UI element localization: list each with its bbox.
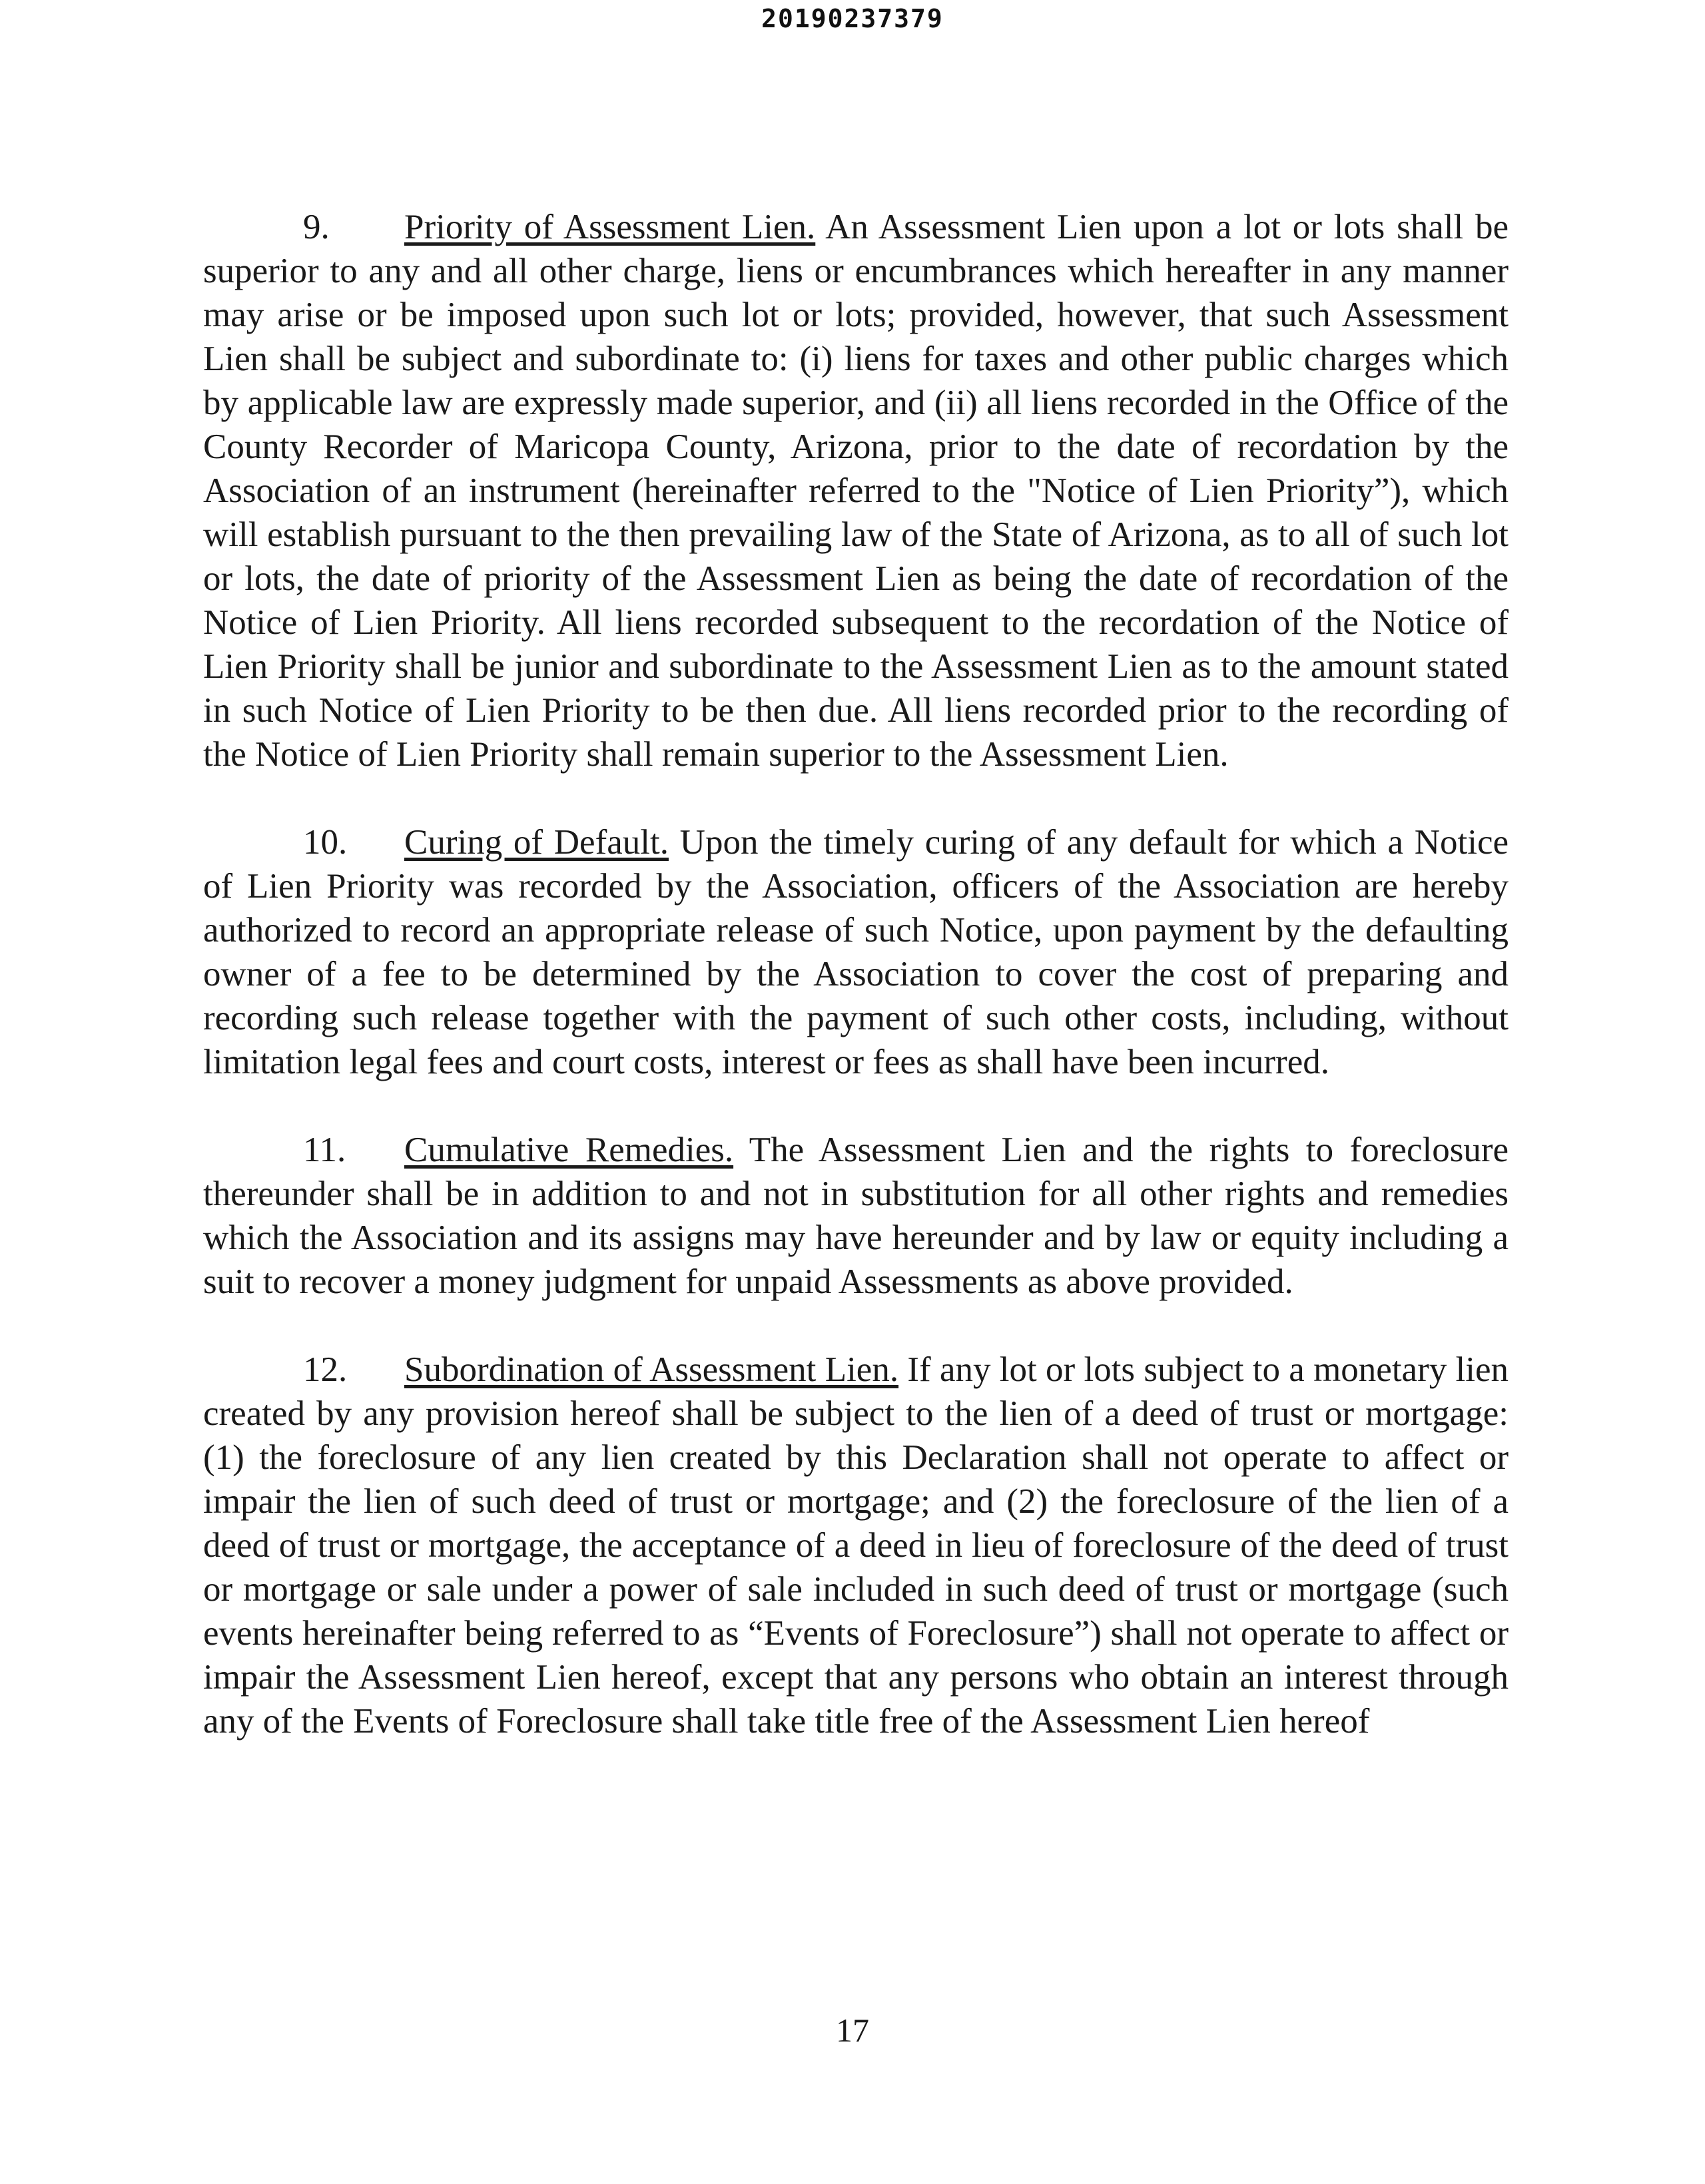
- section-text: If any lot or lots subject to a monetary lien created by any provision hereof shall be subject to the lien of a deed of trust or mortgage: (1) the foreclosure of any lien created by this Declaration shall not operate to affect or impair the lien of such deed of trust or mortgage; and (2) the foreclosure of the lien of a deed of trust or mortgage, the acceptance of a deed in lieu of foreclosure of the deed of trust or mortgage or sale under a power of sale included in such deed of trust or mortgage (such events hereinafter being referred to as “Events of Foreclosure”) shall not operate to affect or impair the Assessment Lien hereof, except that any persons who obtain an interest through any of the Events of Foreclosure shall take title free of the Assessment Lien hereof: [203, 1350, 1509, 1741]
- section-heading: Subordination of Assessment Lien.: [404, 1350, 899, 1389]
- section-heading: Priority of Assessment Lien.: [404, 208, 816, 246]
- page-number: 17: [836, 2012, 869, 2049]
- section-text: An Assessment Lien upon a lot or lots shall be superior to any and all other charge, liens or encumbrances which hereafter in any manner may arise or be imposed upon such lot or lots; provided, however, that such Assessment Lien shall be subject and subordinate to: (i) liens for taxes and other public charges which by applicable law are expressly made superior, and (ii) all liens recorded in the Office of the County Recorder of Maricopa County, Arizona, prior to the date of recordation by the Association of an instrument (hereinafter referred to the "Notice of Lien Priority”), which will establish pursuant to the then prevailing law of the State of Arizona, as to all of such lot or lots, the date of priority of the Assessment Lien as being the date of recordation of the Notice of Lien Priority. All liens recorded subsequent to the recordation of the Notice of Lien Priority shall be junior and subordinate to the Assessment Lien as to the amount stated in such Notice of Lien Priority to be then due. All liens recorded prior to the recording of the Notice of Lien Priority shall remain superior to the Assessment Lien.: [203, 208, 1509, 774]
- section-number: 9.: [303, 208, 330, 246]
- section-heading: Curing of Default.: [404, 823, 669, 862]
- section-number: 12.: [303, 1350, 348, 1389]
- document-number: 20190237379: [761, 4, 944, 33]
- section-9: [203, 205, 1509, 776]
- section-number: 11.: [303, 1131, 346, 1169]
- section-text: The Assessment Lien and the rights to foreclosure thereunder shall be in addition to and not in substitution for all other rights and remedies which the Association and its assigns may have hereunder and by law or equity including a suit to recover a money judgment for unpaid Assessments as above provided.: [203, 1131, 1509, 1301]
- section-10: [203, 820, 1509, 1084]
- section-11: [203, 1128, 1509, 1304]
- document-body: [203, 205, 1509, 1787]
- section-number: 10.: [303, 823, 348, 862]
- section-12: [203, 1348, 1509, 1743]
- section-text: Upon the timely curing of any default for which a Notice of Lien Priority was recorded by the Association, officers of the Association are hereby authorized to record an appropriate release of such Notice, upon payment by the defaulting owner of a fee to be determined by the Association to cover the cost of preparing and recording such release together with the payment of such other costs, including, without limitation legal fees and court costs, interest or fees as shall have been incurred.: [203, 823, 1509, 1081]
- section-heading: Cumulative Remedies.: [404, 1131, 734, 1169]
